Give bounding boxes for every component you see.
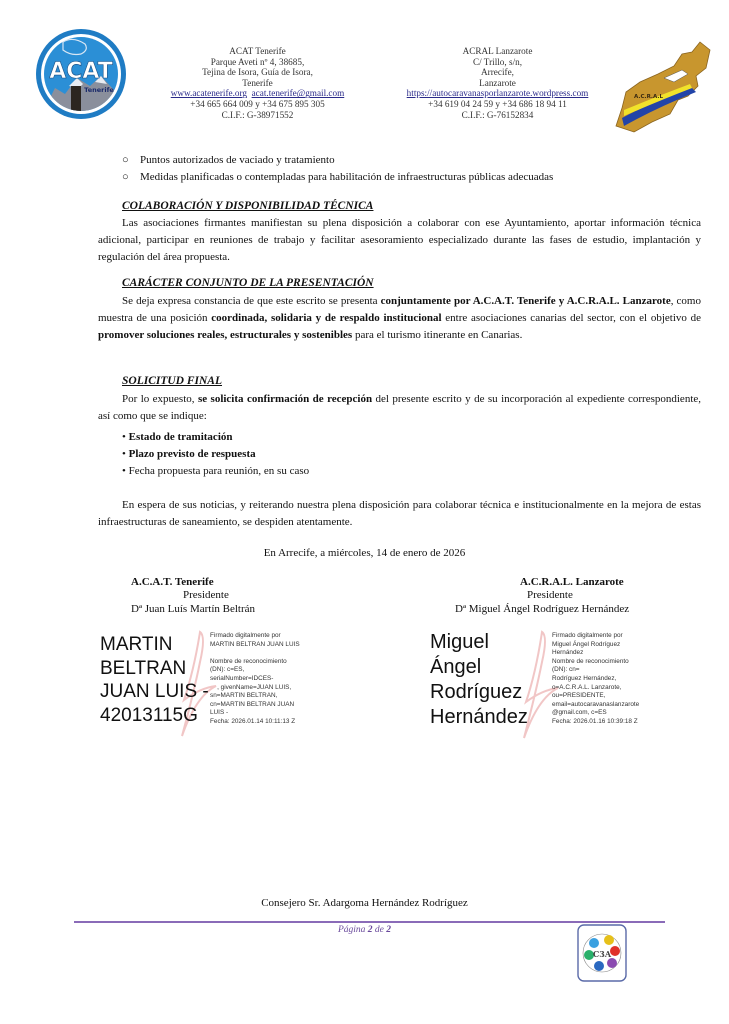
solicitud-text-2: del presente escrito y de su incorporación al expediente correspondiente, así como que se indique: — [98, 393, 702, 422]
sig-right-meta-line: Fecha: 2026.01.16 10:39:18 Z — [552, 717, 638, 725]
caracter-bold-1: conjuntamente por A.C.A.T. Tenerife y A.C.R.A.L. Lanzarote — [380, 295, 671, 307]
page-sep: de — [374, 925, 384, 935]
sig-left-name: Dª Juan Luís Martín Beltrán — [131, 603, 256, 615]
sig-right-name: Dª Miguel Ángel Rodríguez Hernández — [455, 603, 630, 615]
digital-signature-right[interactable] — [428, 630, 690, 742]
caracter-bold-2: coordinada, solidaria y de respaldo institucional — [211, 312, 442, 324]
acral-address-3: Lanzarote — [479, 77, 516, 88]
sig-right-meta-line: Miguel Ángel Rodríguez — [552, 640, 621, 648]
sig-left-meta-line: cn=MARTIN BELTRAN JUAN — [210, 700, 295, 708]
sig-right-meta-line: o=A.C.R.A.L. Lanzarote, — [552, 683, 622, 691]
acral-address-1: C/ Trillo, s/n, — [472, 56, 523, 67]
sub-bullet-item — [122, 152, 712, 169]
sig-right-line: Ángel — [430, 656, 482, 678]
acral-address-2: Arrecife, — [481, 67, 514, 78]
page-total: 2 — [386, 925, 392, 935]
sig-right-meta-line: Nombre de reconocimiento — [552, 657, 629, 665]
request-bullet-list — [122, 429, 682, 480]
sig-right-line: Rodríguez — [430, 681, 523, 703]
acral-name: ACRAL Lanzarote — [462, 46, 533, 56]
sub-bullet-list — [122, 152, 712, 186]
sig-left-line: JUAN LUIS - — [100, 681, 209, 702]
section-heading-solicitud: SOLICITUD FINAL — [122, 375, 223, 387]
caracter-text-1: Se deja expresa constancia de que este escrito se presenta — [122, 295, 381, 307]
acat-website-link[interactable]: www.acatenerife.org — [170, 88, 248, 99]
sig-right-meta-line: Firmado digitalmente por — [552, 632, 623, 639]
acat-address-3: Tenerife — [242, 77, 273, 88]
request-bullet-text: Fecha propuesta para reunión, en su caso — [128, 465, 310, 477]
circle-bullet-icon: ○ — [122, 171, 129, 183]
acral-logo — [612, 38, 717, 136]
c3a-logo-text: C3A — [592, 949, 612, 959]
paragraph-caracter — [98, 293, 701, 344]
signature-left — [95, 576, 355, 616]
sig-left-meta-line: sn=MARTIN BELTRAN, — [210, 692, 278, 700]
sig-right-org: A.C.R.A.L. Lanzarote — [520, 576, 624, 588]
acral-contact-block — [385, 46, 610, 120]
page-current: 2 — [367, 925, 373, 935]
caracter-bold-3: promover soluciones reales, estructurales y sostenibles — [98, 329, 353, 341]
sig-left-meta-line: Fecha: 2026.01.14 10:11:13 Z — [210, 717, 296, 725]
request-bullet-text: Plazo previsto de respuesta — [128, 448, 256, 460]
sig-right-line: Miguel — [430, 631, 489, 653]
sig-right-meta-line: Hernández — [552, 649, 584, 657]
sig-left-org: A.C.A.T. Tenerife — [131, 576, 214, 588]
page-prefix: Página — [337, 925, 366, 935]
c3a-logo — [577, 924, 627, 982]
sig-left-meta-line: Nombre de reconocimiento — [210, 657, 287, 665]
sig-left-meta-line: , givenName=JUAN LUIS, — [210, 683, 292, 691]
request-bullet-text: Estado de tramitación — [128, 431, 233, 443]
addressee-line: Consejero Sr. Adargoma Hernández Rodríguez — [261, 897, 468, 909]
request-bullet-item — [122, 446, 682, 463]
sig-right-role: Presidente — [527, 589, 573, 601]
solicitud-bold-1: se solicita confirmación de recepción — [197, 393, 373, 405]
acat-address-1: Parque Aveti nº 4, 38685, — [210, 56, 305, 67]
circle-bullet-icon: ○ — [122, 154, 129, 166]
sig-left-line: BELTRAN — [100, 657, 187, 679]
sub-bullet-item — [122, 169, 712, 186]
acral-phones: +34 619 04 24 59 y +34 686 18 94 11 — [428, 98, 567, 109]
request-bullet-item — [122, 463, 682, 480]
sig-left-line: MARTIN — [100, 634, 173, 655]
footer-rule — [74, 921, 665, 923]
acral-logo-text: A.C.R.A.L — [634, 94, 663, 100]
bullet-dot-icon: • — [122, 431, 129, 443]
date-line: En Arrecife, a miércoles, 14 de enero de 2026 — [263, 547, 466, 559]
acat-links-row — [145, 88, 370, 99]
sig-right-meta-line: email=autocaravanaslanzarote — [552, 700, 640, 708]
sig-right-meta-line: (DN): cn= — [552, 666, 580, 674]
acat-logo-text: ACAT — [49, 59, 113, 84]
acral-cif: C.I.F.: G-76152834 — [461, 109, 534, 120]
acat-name: ACAT Tenerife — [229, 46, 286, 56]
sig-left-meta-line: serialNumber=IDCES- — [210, 674, 274, 682]
acat-contact-block — [145, 46, 370, 120]
bullet-dot-icon: • — [122, 448, 129, 460]
sig-right-meta-line: @gmail.com, c=ES — [552, 709, 607, 717]
caracter-text-2: , como muestra de una posición — [98, 295, 701, 324]
acat-cif: C.I.F.: G-38971552 — [221, 109, 294, 120]
digital-signature-left[interactable] — [98, 630, 338, 740]
acat-phones: +34 665 664 009 y +34 675 895 305 — [190, 98, 325, 109]
sig-left-meta-line: Firmado digitalmente por — [210, 632, 281, 639]
signature-right — [450, 576, 720, 616]
paragraph-solicitud — [98, 391, 701, 425]
sig-right-meta-line: ou=PRESIDENTE, — [552, 692, 606, 700]
sig-right-meta — [552, 632, 688, 727]
request-bullet-item — [122, 429, 682, 446]
sig-left-meta-line: LUIS - — [210, 709, 229, 717]
acat-email-link[interactable]: acat.tenerife@gmail.com — [251, 88, 345, 99]
section-heading-colaboracion: COLABORACIÓN Y DISPONIBILIDAD TÉCNICA — [122, 200, 374, 212]
caracter-text-3: entre asociaciones canarias del sector, con el objetivo de — [441, 312, 701, 324]
closing-paragraph: En espera de sus noticias, y reiterando nuestra plena disposición para colaborar técnica e institucionalmente en la mejora de estas infraestructuras de saneamiento, se despiden atentamente. — [98, 499, 701, 528]
sig-right-name-block — [430, 630, 528, 730]
sig-left-line: 42013115G — [100, 704, 198, 726]
sig-left-meta-line: MARTIN BELTRAN JUAN LUIS — [210, 640, 300, 648]
paragraph-colaboracion: Las asociaciones firmantes manifiestan su plena disposición a colaborar con ese Ayuntamiento, aportar información técnica adicional, participar en reuniones de trabajo y facilitar asesoramiento especializado durante las fases de estudio, implantación y regulación del área propuesta. — [98, 217, 701, 263]
caracter-text-4: para el turismo itinerante en Canarias. — [352, 329, 523, 341]
acat-logo — [35, 28, 127, 120]
sig-left-role: Presidente — [183, 589, 229, 601]
acral-links-row — [385, 88, 610, 99]
acat-logo-subtext: Tenerife — [84, 86, 114, 94]
sub-bullet-text: Puntos autorizados de vaciado y tratamiento — [140, 154, 335, 166]
sig-left-meta — [210, 632, 336, 727]
sig-left-name-block — [100, 633, 209, 727]
section-heading-caracter: CARÁCTER CONJUNTO DE LA PRESENTACIÓN — [122, 277, 374, 289]
acat-address-2: Tejina de Isora, Guía de Isora, — [202, 67, 313, 78]
sig-left-meta-spacer — [210, 649, 336, 658]
sig-right-line: Hernández — [430, 706, 528, 728]
sig-right-meta-line: Rodríguez Hernández, — [552, 674, 617, 682]
bullet-dot-icon: • — [122, 465, 129, 477]
sub-bullet-text: Medidas planificadas o contempladas para habilitación de infraestructuras públicas adecuadas — [140, 171, 554, 183]
solicitud-text-1: Por lo expuesto, — [122, 393, 198, 405]
acral-website-link[interactable]: https://autocaravanasporlanzarote.wordpress.com — [406, 88, 589, 99]
sig-left-meta-line: (DN): c=ES, — [210, 666, 245, 674]
